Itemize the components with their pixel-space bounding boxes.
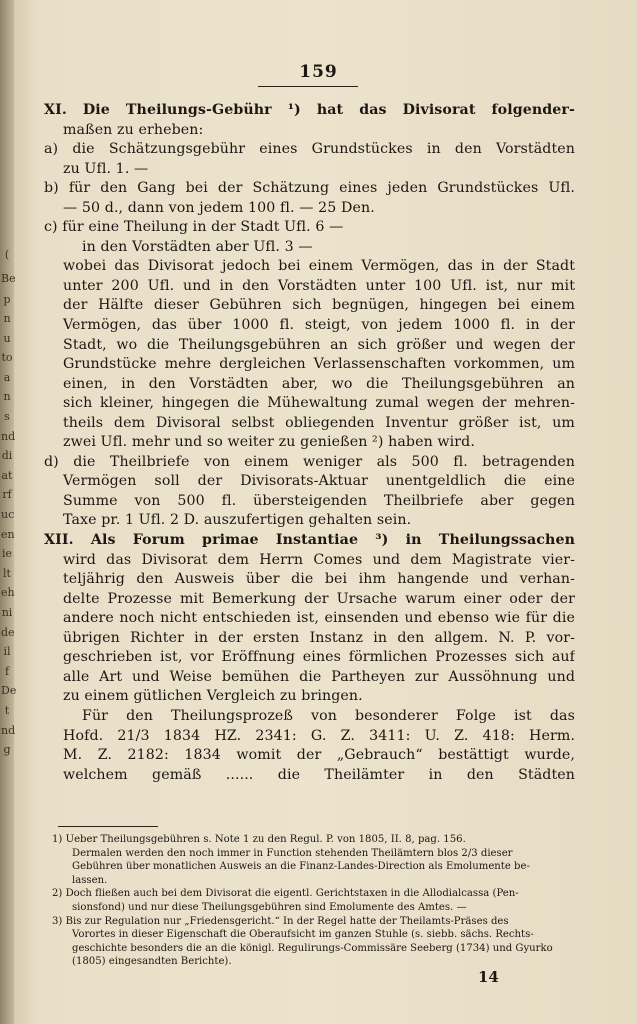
text-line: Vermögen, das über 1000 fl. steigt, von jedem 1000 fl. in der bbox=[63, 317, 575, 334]
footnote-line: Vorortes in dieser Eigenschaft die Oberaufsicht im ganzen Stuhle (s. siebb. sächs. Rechts- bbox=[72, 929, 534, 941]
edge-char: Be bbox=[1, 272, 16, 285]
edge-char: g bbox=[3, 743, 11, 756]
text-line: theils dem Divisoral selbst obliegenden Inventur größer ist, um bbox=[63, 414, 575, 431]
edge-char: eh bbox=[1, 586, 15, 599]
text-line: teljährig den Ausweis über die bei ihm hangende und verhan- bbox=[63, 571, 575, 588]
text-line: XII. Als Forum primae Instantiae ³) in Theilungssachen bbox=[44, 532, 575, 549]
edge-char: u bbox=[3, 332, 11, 345]
edge-char: De bbox=[1, 684, 17, 697]
text-line: — 50 d., dann von jedem 100 fl. — 25 Den. bbox=[63, 199, 375, 216]
edge-char: ( bbox=[4, 248, 10, 261]
text-line: c) für eine Theilung in der Stadt Ufl. 6 — bbox=[44, 219, 344, 236]
text-line: alle Art und Weise bemühen die Partheyen zur Aussöhnung und bbox=[63, 668, 575, 685]
text-line: Summe von 500 fl. übersteigenden Theilbriefe aber gegen bbox=[63, 492, 575, 509]
text-line: Taxe pr. 1 Ufl. 2 D. auszufertigen gehalten sein. bbox=[63, 512, 412, 529]
edge-char: t bbox=[4, 704, 10, 717]
text-line: d) die Theilbriefe von einem weniger als 500 fl. betragenden bbox=[44, 453, 575, 470]
text-line: zu Ufl. 1. — bbox=[63, 160, 149, 177]
edge-char: a bbox=[3, 371, 11, 384]
edge-char: n bbox=[3, 312, 11, 325]
body-text bbox=[44, 101, 575, 785]
footnote-line: Gebühren über monatlichen Ausweis an die Finanz-Landes-Direction als Emolumente be- bbox=[72, 861, 530, 873]
text-line: Vermögen soll der Divisorats-Aktuar unentgeldlich die eine bbox=[63, 473, 575, 490]
footnote-line: geschichte besonders die an die königl. Regulirungs-Commissäre Seeberg (1734) und Gyurko bbox=[72, 942, 553, 954]
text-line: übrigen Richter in der ersten Instanz in den allgem. N. P. vor- bbox=[63, 629, 575, 646]
footnote-line: 1) Ueber Theilungsgebühren s. Note 1 zu den Regul. P. von 1805, II. 8, pag. 156. bbox=[52, 834, 466, 845]
footnote-line: 2) Doch fließen auch bei dem Divisorat die eigentl. Gerichtstaxen in die Allodialcassa (Pen- bbox=[52, 888, 519, 900]
edge-char: n bbox=[3, 390, 11, 403]
text-line: wobei das Divisorat jedoch bei einem Vermögen, das in der Stadt bbox=[63, 258, 575, 275]
text-line: geschrieben ist, vor Eröffnung eines förmlichen Prozesses sich auf bbox=[63, 649, 575, 666]
footnote-line: sionsfond) und nur diese Theilungsgebühren sind Emolumente des Amtes. — bbox=[72, 901, 467, 913]
edge-char: di bbox=[1, 449, 13, 462]
edge-char: ni bbox=[1, 606, 13, 619]
footnote-line: 3) Bis zur Regulation nur „Friedensgericht.“ In der Regel hatte der Theilamts-Präses des bbox=[52, 915, 509, 927]
footnotes bbox=[52, 833, 575, 969]
footnote-rule bbox=[58, 826, 158, 827]
footnote-line: lassen. bbox=[72, 874, 108, 886]
footnote-line: Dermalen werden den noch immer in Function stehenden Theilämtern blos 2/3 dieser bbox=[72, 847, 513, 859]
signature-mark: 14 bbox=[478, 968, 499, 986]
text-line: b) für den Gang bei der Schätzung eines jeden Grundstückes Ufl. bbox=[44, 180, 575, 197]
text-line: zu einem gütlichen Vergleich zu bringen. bbox=[63, 688, 363, 705]
text-line: delte Prozesse mit Bemerkung der Ursache warum einer oder der bbox=[63, 590, 575, 607]
footnote-line: (1805) eingesandten Berichte). bbox=[72, 956, 232, 968]
text-line: maßen zu erheben: bbox=[63, 121, 204, 138]
text-line: der Hälfte dieser Gebühren sich begnügen, hingegen bei einem bbox=[63, 297, 575, 314]
edge-char: ie bbox=[1, 547, 13, 560]
edge-char: nd bbox=[1, 724, 16, 737]
text-line: wird das Divisorat dem Herrn Comes und dem Magistrate vier- bbox=[63, 551, 575, 568]
header-rule bbox=[258, 86, 358, 87]
edge-char: f bbox=[4, 665, 10, 678]
text-line: zwei Ufl. mehr und so weiter zu genießen ²) haben wird. bbox=[63, 434, 475, 451]
page-number: 159 bbox=[299, 62, 338, 82]
edge-char: at bbox=[1, 469, 13, 482]
edge-char: il bbox=[3, 645, 11, 658]
text-line: M. Z. 2182: 1834 womit der „Gebrauch“ bestättigt wurde, bbox=[63, 747, 575, 764]
edge-char: rf bbox=[2, 488, 12, 501]
text-line: XI. Die Theilungs-Gebühr ¹) hat das Divisorat folgender- bbox=[44, 102, 575, 118]
edge-char: lt bbox=[3, 567, 11, 580]
text-line: welchem gemäß ...... die Theilämter in den Städten bbox=[63, 766, 575, 783]
edge-char: s bbox=[4, 410, 10, 423]
text-line: unter 200 Ufl. und in den Vorstädten unter 100 Ufl. ist, nur mit bbox=[63, 277, 575, 294]
edge-char: de bbox=[1, 626, 15, 639]
text-line: Für den Theilungsprozeß von besonderer Folge ist das bbox=[82, 707, 575, 724]
edge-char: en bbox=[1, 528, 15, 541]
edge-char: p bbox=[3, 293, 11, 306]
text-line: sich kleiner, hingegen die Mühewaltung zumal wegen der mehren- bbox=[63, 395, 575, 412]
edge-char: to bbox=[1, 351, 13, 364]
edge-char: uc bbox=[1, 508, 15, 521]
text-line: andere noch nicht entschieden ist, einsenden und ebenso wie für die bbox=[63, 610, 575, 627]
text-line: einen, in den Vorstädten aber, wo die Theilungsgebühren an bbox=[63, 375, 575, 392]
edge-char: nd bbox=[1, 430, 16, 443]
text-line: a) die Schätzungsgebühr eines Grundstückes in den Vorstädten bbox=[44, 141, 575, 158]
text-line: in den Vorstädten aber Ufl. 3 — bbox=[82, 238, 313, 255]
text-line: Grundstücke mehre dergleichen Verlassenschaften vorkommen, um bbox=[63, 356, 575, 373]
text-line: Stadt, wo die Theilungsgebühren an sich größer und wegen der bbox=[63, 336, 575, 353]
text-line: Hofd. 21/3 1834 HZ. 2341: G. Z. 3411: U. Z. 418: Herm. bbox=[63, 727, 575, 744]
